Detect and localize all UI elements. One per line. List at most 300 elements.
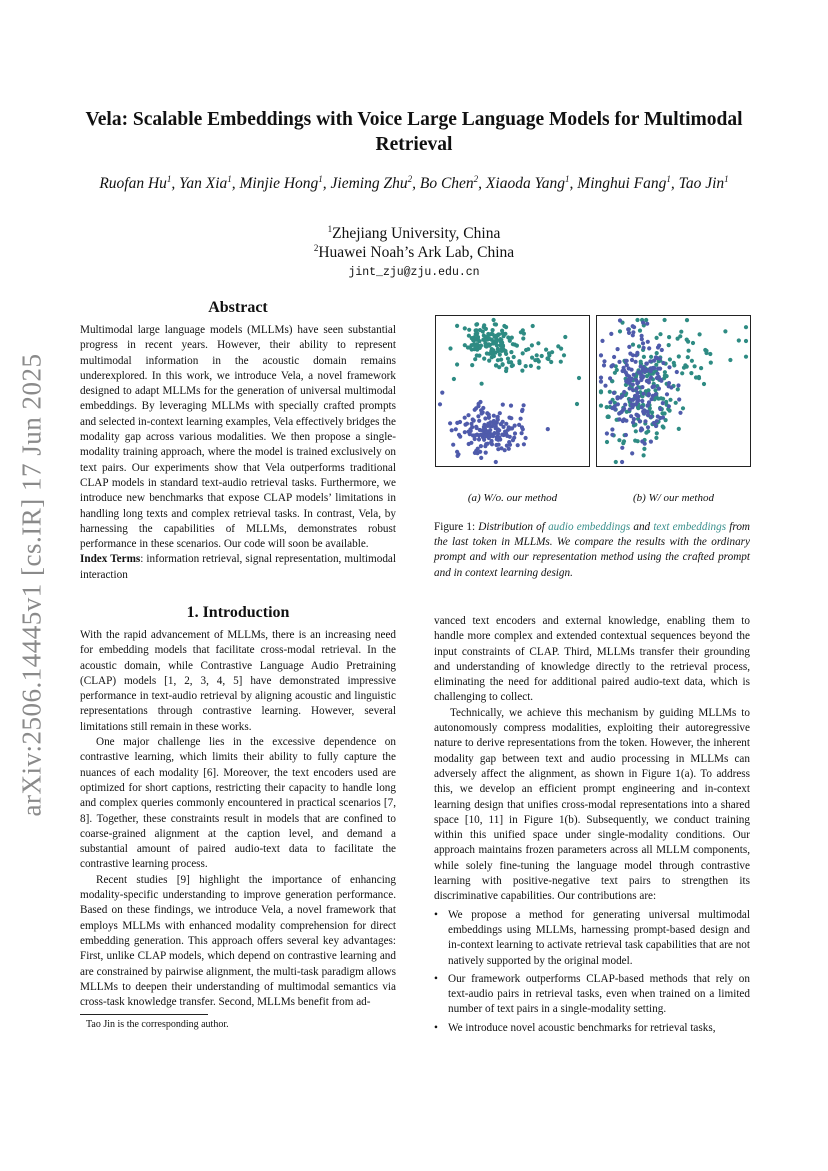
text-embedding-point <box>632 417 636 421</box>
author-name: Tao Jin <box>678 175 725 192</box>
author-name: Xiaoda Yang <box>485 175 566 192</box>
text-embedding-point <box>448 421 452 425</box>
text-embedding-point <box>656 367 660 371</box>
author-affiliation-num: 1 <box>318 173 323 184</box>
text-embedding-point <box>617 360 621 364</box>
affiliation-1 <box>180 225 648 243</box>
intro-paragraph-1: With the rapid advancement of MLLMs, there is an increasing need for embedding models that facilitate cross-modal retrieval. In the acoustic domain, while Contrastive Language Audio Pretraining (CLAP) models [1, 2, 3, 4, 5] have demonstrated impressive performance in text-audio retrieval by aligning acoustic and linguistic representations through contrastive learning. However, several limitations still remain in these works. <box>80 629 396 733</box>
text-embedding-point <box>630 451 634 455</box>
contribution-text: Our framework outperforms CLAP-based methods that rely on text-audio pairs in retrieval tasks, even when trained on a limited number of text pairs in a single-modality setting. <box>448 972 750 1016</box>
text-embedding-point <box>661 361 665 365</box>
text-embedding-point <box>657 387 661 391</box>
text-embedding-point <box>620 460 624 464</box>
text-embedding-point <box>438 402 442 406</box>
text-embedding-point <box>647 400 651 404</box>
abstract-body <box>80 323 396 583</box>
audio-embedding-point <box>654 436 658 440</box>
audio-embedding-point <box>655 431 659 435</box>
text-embedding-point <box>609 364 613 368</box>
text-embedding-point <box>519 417 523 421</box>
contribution-text: We introduce novel acoustic benchmarks for retrieval tasks, <box>448 1021 716 1034</box>
audio-embedding-point <box>484 342 488 346</box>
author-name: Yan Xia <box>179 175 228 192</box>
text-embedding-point <box>646 425 650 429</box>
audio-embedding-point <box>496 349 500 353</box>
contact-email[interactable]: jint_zju@zju.edu.cn <box>348 266 480 279</box>
text-embedding-point <box>634 413 638 417</box>
audio-embedding-point <box>487 359 491 363</box>
text-embedding-point <box>454 427 458 431</box>
audio-embedding-point <box>638 329 642 333</box>
audio-embedding-point <box>562 353 566 357</box>
audio-embedding-point <box>723 329 727 333</box>
caption-highlight: audio embeddings <box>548 521 631 533</box>
text-embedding-point <box>487 416 491 420</box>
text-embedding-point <box>626 327 630 331</box>
text-embedding-point <box>640 374 644 378</box>
audio-embedding-point <box>536 341 540 345</box>
audio-embedding-point <box>550 350 554 354</box>
text-embedding-point <box>669 385 673 389</box>
audio-embedding-point <box>506 357 510 361</box>
text-embedding-point <box>483 416 487 420</box>
audio-embedding-point <box>679 330 683 334</box>
audio-embedding-point <box>645 374 649 378</box>
audio-embedding-point <box>744 339 748 343</box>
audio-embedding-point <box>500 341 504 345</box>
text-embedding-point <box>647 392 651 396</box>
audio-embedding-point <box>676 387 680 391</box>
audio-embedding-point <box>500 347 504 351</box>
audio-embedding-point <box>599 404 603 408</box>
text-embedding-point <box>640 385 644 389</box>
text-embedding-point <box>610 427 614 431</box>
audio-embedding-point <box>617 438 621 442</box>
text-embedding-point <box>605 431 609 435</box>
audio-embedding-point <box>606 414 610 418</box>
audio-embedding-point <box>678 334 682 338</box>
caption-part: from the last token in MLLMs. We compare the results with the ordinary prompt and with our representation method using the crafted prompt and in context learning design. <box>434 521 751 579</box>
audio-embedding-point <box>690 359 694 363</box>
audio-embedding-point <box>691 341 695 345</box>
index-terms <box>80 552 396 583</box>
author-name: Minghui Fang <box>577 175 667 192</box>
text-embedding-point <box>656 414 660 418</box>
audio-embedding-point <box>491 328 495 332</box>
audio-embedding-point <box>655 351 659 355</box>
text-embedding-point <box>632 373 636 377</box>
audio-embedding-point <box>511 363 515 367</box>
affiliation-2-text: Huawei Noah’s Ark Lab, China <box>318 244 515 261</box>
text-embedding-point <box>479 456 483 460</box>
audio-embedding-point <box>474 328 478 332</box>
figure-caption-text <box>434 521 750 579</box>
audio-embedding-point <box>529 364 533 368</box>
text-embedding-point <box>667 365 671 369</box>
text-embedding-point <box>622 366 626 370</box>
text-embedding-point <box>501 403 505 407</box>
text-embedding-point <box>451 443 455 447</box>
audio-embedding-point <box>634 429 638 433</box>
text-embedding-point <box>507 416 511 420</box>
audio-embedding-point <box>642 453 646 457</box>
text-embedding-point <box>612 391 616 395</box>
text-embedding-point <box>646 340 650 344</box>
audio-embedding-point <box>482 323 486 327</box>
text-embedding-point <box>631 330 635 334</box>
affiliation-1-num: 1 <box>327 223 333 234</box>
audio-embedding-point <box>493 322 497 326</box>
audio-embedding-point <box>470 363 474 367</box>
audio-embedding-point <box>737 338 741 342</box>
text-embedding-point <box>654 392 658 396</box>
text-embedding-point <box>665 392 669 396</box>
text-embedding-point <box>621 419 625 423</box>
audio-embedding-point <box>530 356 534 360</box>
text-embedding-point <box>609 332 613 336</box>
audio-embedding-point <box>599 390 603 394</box>
text-embedding-point <box>620 394 624 398</box>
text-embedding-point <box>513 431 517 435</box>
text-embedding-point <box>478 428 482 432</box>
audio-embedding-point <box>492 354 496 358</box>
author-affiliation-num: 1 <box>166 173 172 184</box>
audio-embedding-point <box>530 343 534 347</box>
text-embedding-point <box>487 436 491 440</box>
text-embedding-point <box>468 427 472 431</box>
audio-embedding-point <box>475 322 479 326</box>
text-embedding-point <box>627 345 631 349</box>
audio-embedding-point <box>499 358 503 362</box>
right-paragraph-1: vanced text encoders and external knowledge, enabling them to handle more complex and extended contextual sequences beyond the input constraints of CLAP. Third, MLLMs transfer their grounding and understanding of knowledge directly to the retrieval process, eliminating the need for additional paired audio-text data, which is challenging to collect. <box>434 615 750 704</box>
text-embedding-point <box>660 348 664 352</box>
audio-embedding-point <box>549 360 553 364</box>
text-embedding-point <box>610 433 614 437</box>
audio-embedding-point <box>709 361 713 365</box>
introduction-heading: 1. Introduction <box>186 604 290 621</box>
text-embedding-point <box>469 422 473 426</box>
text-embedding-point <box>631 403 635 407</box>
text-embedding-point <box>522 442 526 446</box>
audio-embedding-point <box>501 363 505 367</box>
audio-embedding-point <box>608 390 612 394</box>
audio-embedding-point <box>660 411 664 415</box>
audio-embedding-point <box>448 346 452 350</box>
audio-embedding-point <box>482 357 486 361</box>
audio-embedding-point <box>694 375 698 379</box>
text-embedding-point <box>657 344 661 348</box>
text-embedding-point <box>473 433 477 437</box>
audio-embedding-point <box>642 447 646 451</box>
audio-embedding-point <box>677 354 681 358</box>
text-embedding-point <box>645 322 649 326</box>
text-embedding-point <box>631 324 635 328</box>
audio-embedding-point <box>677 427 681 431</box>
text-embedding-point <box>483 427 487 431</box>
text-embedding-point <box>492 419 496 423</box>
text-embedding-point <box>478 450 482 454</box>
text-embedding-point <box>482 438 486 442</box>
text-embedding-point <box>478 400 482 404</box>
contribution-item: • We introduce novel acoustic benchmarks for retrieval tasks, <box>434 1021 716 1034</box>
author-list: Ruofan Hu$^1$, Yan Xia$^1$, Minjie Hong$^1$, Jieming Zhu$^2$, Bo Chen$^2$, Xiaoda Yang$^1$, Minghui Fang$^1$, Tao Jin$^1$ <box>99 173 729 192</box>
text-embedding-point <box>599 376 603 380</box>
text-embedding-point <box>491 434 495 438</box>
text-embedding-point <box>497 428 501 432</box>
text-embedding-point <box>458 435 462 439</box>
text-embedding-point <box>481 406 485 410</box>
audio-embedding-point <box>699 366 703 370</box>
contribution-item: • Our framework outperforms CLAP-based methods that rely on text-audio pairs in retrieval tasks, even when trained on a limited number of text pairs in a single-modality setting. <box>434 972 750 1016</box>
text-embedding-point <box>677 397 681 401</box>
scatter-plot-a <box>435 315 590 467</box>
audio-embedding-point <box>685 318 689 322</box>
contribution-text: We propose a method for generating universal multimodal embeddings using MLLMs, harnessing prompt-based design and in-context learning to activate retrieval task capabilities that are not natively supported by the original model. <box>448 908 750 967</box>
text-embedding-point <box>661 415 665 419</box>
audio-embedding-point <box>504 352 508 356</box>
text-embedding-point <box>635 391 639 395</box>
introduction-body <box>80 628 396 1010</box>
figure-caption <box>434 520 750 581</box>
audio-embedding-point <box>507 360 511 364</box>
text-embedding-point <box>640 399 644 403</box>
text-embedding-point <box>521 427 525 431</box>
text-embedding-point <box>650 366 654 370</box>
text-embedding-point <box>640 427 644 431</box>
audio-embedding-point <box>689 371 693 375</box>
audio-embedding-point <box>636 439 640 443</box>
audio-embedding-point <box>544 348 548 352</box>
text-embedding-point <box>624 371 628 375</box>
text-embedding-point <box>634 360 638 364</box>
subcaption-b: (b) W/ our method <box>633 492 714 504</box>
text-embedding-point <box>508 435 512 439</box>
text-embedding-point <box>484 451 488 455</box>
contribution-item: • We propose a method for generating universal multimodal embeddings using MLLMs, harnessing prompt-based design and in-context learning to activate retrieval task capabilities that are not natively supported by the original model. <box>434 908 750 967</box>
text-embedding-point <box>477 419 481 423</box>
author-affiliation-num: 1 <box>724 173 729 184</box>
author-name: Minjie Hong <box>239 175 319 192</box>
text-embedding-point <box>631 383 635 387</box>
text-embedding-point <box>496 415 500 419</box>
audio-embedding-point <box>615 368 619 372</box>
audio-embedding-point <box>513 343 517 347</box>
audio-embedding-point <box>622 439 626 443</box>
text-embedding-point <box>498 437 502 441</box>
affiliation-2 <box>180 244 648 262</box>
audio-embedding-point <box>473 357 477 361</box>
audio-embedding-point <box>685 338 689 342</box>
audio-embedding-point <box>520 369 524 373</box>
audio-embedding-point <box>490 347 494 351</box>
text-embedding-point <box>463 430 467 434</box>
audio-embedding-point <box>693 364 697 368</box>
text-embedding-point <box>489 440 493 444</box>
text-embedding-point <box>635 381 639 385</box>
audio-embedding-point <box>704 349 708 353</box>
text-embedding-point <box>624 433 628 437</box>
abstract-text: Multimodal large language models (MLLMs) have seen substantial progress in recent years. However, their ability to represent multimodal information in the acoustic domain remains underexplored. In this work, we introduce Vela, a novel framework designed to adapt MLLMs for the generation of universal multimodal embeddings. By leveraging MLLMs with specially crafted prompts and selected in-context learning examples, Vela effectively bridges the modality gap across various modalities. We then propose a single-modality training approach, where the model is trained exclusively on text pairs. Our experiments show that Vela outperforms traditional CLAP models in standard text-audio retrieval tasks. Furthermore, we introduce new benchmarks that expose CLAP models’ limitations in handling long texts and complex retrieval tasks. In contrast, Vela, by harnessing the capabilities of MLLMs, demonstrates robust performance in these scenarios. Our code will soon be available. <box>80 324 396 551</box>
audio-embedding-point <box>494 363 498 367</box>
audio-embedding-point <box>524 364 528 368</box>
audio-embedding-point <box>667 335 671 339</box>
audio-embedding-point <box>492 318 496 322</box>
author-affiliation-num: 1 <box>666 173 671 184</box>
text-embedding-point <box>616 347 620 351</box>
audio-embedding-point <box>472 347 476 351</box>
intro-paragraph-2: One major challenge lies in the excessive dependence on contrastive learning, which limits their ability to fully capture the nuances of each modality [6]. Moreover, the text encoders used are optimized for short captions, restricting their capacity to handle long and complex queries commonly encountered in practical scenarios [7, 8]. Together, these constraints result in models that are confined to coarse-grained alignment at the caption level, and demand a substantial amount of paired audio-text data to facilitate the contrastive learning process. <box>80 736 396 871</box>
audio-embedding-point <box>490 332 494 336</box>
caption-highlight: text embeddings <box>653 521 727 533</box>
text-embedding-point <box>522 403 526 407</box>
text-embedding-point <box>524 436 528 440</box>
text-embedding-point <box>520 431 524 435</box>
figure-caption-label: Figure 1: <box>434 521 476 533</box>
text-embedding-point <box>494 426 498 430</box>
author-affiliation-num: 1 <box>565 173 570 184</box>
text-embedding-point <box>492 414 496 418</box>
audio-embedding-point <box>494 339 498 343</box>
audio-embedding-point <box>577 376 581 380</box>
text-embedding-point <box>499 446 503 450</box>
audio-embedding-point <box>497 332 501 336</box>
text-embedding-point <box>455 450 459 454</box>
audio-embedding-point <box>674 401 678 405</box>
author-name: Bo Chen <box>419 175 474 192</box>
audio-embedding-point <box>687 349 691 353</box>
text-embedding-point <box>654 355 658 359</box>
audio-embedding-point <box>522 332 526 336</box>
text-embedding-point <box>480 411 484 415</box>
text-embedding-point <box>658 357 662 361</box>
scatter-plot-a-svg <box>436 316 589 466</box>
text-embedding-point <box>602 359 606 363</box>
text-embedding-point <box>627 366 631 370</box>
text-embedding-point <box>516 443 520 447</box>
text-embedding-point <box>640 337 644 341</box>
text-embedding-point <box>643 419 647 423</box>
contribution-list <box>434 908 750 1036</box>
text-embedding-point <box>620 446 624 450</box>
text-embedding-point <box>640 439 644 443</box>
text-embedding-point <box>600 339 604 343</box>
text-embedding-point <box>641 366 645 370</box>
text-embedding-point <box>509 404 513 408</box>
audio-embedding-point <box>452 377 456 381</box>
audio-embedding-point <box>556 344 560 348</box>
author-name: Jieming Zhu <box>330 175 408 192</box>
text-embedding-point <box>508 443 512 447</box>
text-embedding-point <box>476 414 480 418</box>
subcaption-a: (a) W/o. our method <box>467 492 558 504</box>
text-embedding-point <box>622 390 626 394</box>
audio-embedding-point <box>631 343 635 347</box>
index-terms-text: : information retrieval, signal representation, multimodal interaction <box>80 553 396 581</box>
audio-embedding-point <box>672 363 676 367</box>
audio-embedding-point <box>667 343 671 347</box>
text-embedding-point <box>675 370 679 374</box>
text-embedding-point <box>642 370 646 374</box>
audio-embedding-point <box>686 355 690 359</box>
author-affiliation-num: 1 <box>227 173 232 184</box>
text-embedding-point <box>635 351 639 355</box>
audio-embedding-point <box>605 440 609 444</box>
text-embedding-point <box>450 428 454 432</box>
text-embedding-point <box>630 358 634 362</box>
audio-embedding-point <box>463 326 467 330</box>
audio-embedding-point <box>728 358 732 362</box>
text-embedding-point <box>602 363 606 367</box>
audio-embedding-point <box>481 329 485 333</box>
text-embedding-point <box>503 431 507 435</box>
audio-embedding-point <box>517 361 521 365</box>
text-embedding-point <box>625 359 629 363</box>
audio-embedding-point <box>504 325 508 329</box>
audio-embedding-point <box>655 336 659 340</box>
text-embedding-point <box>469 441 473 445</box>
arxiv-stamp <box>14 345 50 825</box>
paper-title: Vela: Scalable Embeddings with Voice Large Language Models for Multimodal Retrieval <box>85 109 743 155</box>
right-paragraph-2: Technically, we achieve this mechanism by guiding MLLMs to autonomously compress modalities, exploiting their autoregressive nature to derive representations from the token. However, the inherent modality gap between text and audio processing in MLLMs can adversely affect the alignment, as shown in Figure 1(a). To address this, we develop an efficient prompt engineering and in-context learning design that unifies cross-modal representations into a shared space [10, 11] in Figure 1(b). Subsequently, we conduct training within this unified space under single-modality conditions. Our approach maintains frozen parameters across all MLLM components, while solely fine-tuning the language model through contrastive learning with positive-negative text pairs to strengthen its discriminative capabilities. Our contributions are: <box>434 706 750 903</box>
text-embedding-point <box>659 379 663 383</box>
text-embedding-point <box>678 411 682 415</box>
audio-embedding-point <box>485 351 489 355</box>
text-embedding-point <box>631 353 635 357</box>
author-affiliation-num: 2 <box>407 173 413 184</box>
arxiv-stamp-text: arXiv:2506.14445v1 [cs.IR] 17 Jun 2025 <box>16 353 47 817</box>
text-embedding-point <box>463 416 467 420</box>
footnote: Tao Jin is the corresponding author. <box>86 1019 229 1030</box>
text-embedding-point <box>616 402 620 406</box>
text-embedding-point <box>506 428 510 432</box>
audio-embedding-point <box>455 324 459 328</box>
audio-embedding-point <box>531 324 535 328</box>
audio-embedding-point <box>467 334 471 338</box>
text-embedding-point <box>661 401 665 405</box>
audio-embedding-point <box>668 398 672 402</box>
text-embedding-point <box>647 346 651 350</box>
text-embedding-point <box>520 409 524 413</box>
audio-embedding-point <box>504 367 508 371</box>
audio-embedding-point <box>644 431 648 435</box>
text-embedding-point <box>627 331 631 335</box>
scatter-plot-b <box>596 315 751 467</box>
caption-part: and <box>630 521 654 533</box>
audio-embedding-point <box>482 333 486 337</box>
text-embedding-point <box>667 404 671 408</box>
text-embedding-point <box>517 423 521 427</box>
audio-embedding-point <box>559 360 563 364</box>
text-embedding-point <box>649 375 653 379</box>
text-embedding-point <box>476 404 480 408</box>
audio-embedding-point <box>649 355 653 359</box>
scatter-plot-b-svg <box>597 316 750 466</box>
text-embedding-point <box>458 420 462 424</box>
text-embedding-point <box>463 423 467 427</box>
audio-embedding-point <box>637 344 641 348</box>
audio-embedding-point <box>682 366 686 370</box>
audio-embedding-point <box>658 332 662 336</box>
text-embedding-point <box>498 411 502 415</box>
audio-embedding-point <box>663 318 667 322</box>
text-embedding-point <box>499 422 503 426</box>
text-embedding-point <box>631 398 635 402</box>
text-embedding-point <box>618 318 622 322</box>
audio-embedding-point <box>467 328 471 332</box>
text-embedding-point <box>486 422 490 426</box>
audio-embedding-point <box>635 318 639 322</box>
audio-embedding-point <box>614 460 618 464</box>
